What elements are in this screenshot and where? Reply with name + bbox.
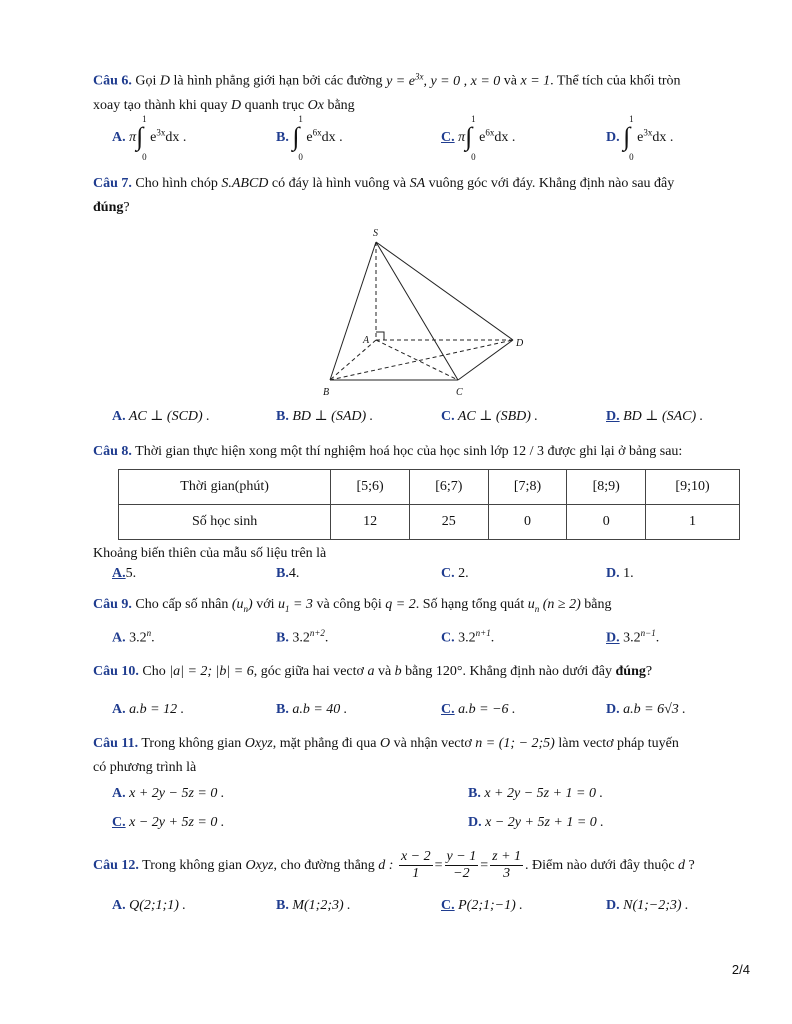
q6-option-d[interactable]: D. ∫ 1 0 $e^{3x}dx$ . (606, 114, 674, 162)
q8-label: Câu 8. (93, 444, 132, 459)
vertex-s: S (373, 228, 378, 239)
q11-text: Trong không gian Oxyz, mặt phẳng đi qua O và nhận vectơ n = (1; − 2;5) làm vectơ pháp tuyến (141, 736, 679, 751)
q8-text: Thời gian thực hiện xong một thí nghiệm hoá học của học sinh lớp 12 / 3 được ghi lại ở bảng sau: (135, 444, 683, 459)
q7-option-c[interactable]: C. AC ⊥ (SBD) . (441, 409, 538, 424)
table-cell: [5;6) (331, 470, 410, 505)
question-12 (93, 848, 753, 884)
vertex-d: D (516, 338, 524, 349)
vertex-b: B (323, 387, 330, 398)
q9-option-b[interactable]: B. $3.2^{n+2}$. (276, 628, 329, 646)
q9-label: Câu 9. (93, 597, 132, 612)
q6-option-c[interactable]: C. π ∫ 1 0 $e^{6x}dx$ . (441, 114, 516, 162)
page-number: 2/4 (731, 962, 750, 977)
q7-label: Câu 7. (93, 176, 132, 191)
q12-text: Trong không gian Oxyz, cho đường thẳng d : $\frac{x - 2}{1}$ = $\frac{y - 1}{-2}$ = $\frac{z + 1}{3}$ . Điểm nào dưới đây thuộc d ? (142, 849, 695, 882)
table-header-cell: Thời gian(phút) (119, 470, 331, 505)
table-row (119, 505, 740, 540)
fraction-z: $\frac{z + 1}{3}$ (492, 849, 522, 882)
q6-option-a[interactable]: A. π ∫ 1 0 $e^{3x}dx$ . (112, 114, 187, 162)
table-cell: [9;10) (646, 470, 740, 505)
q10-option-a[interactable]: A. a.b = 12 . (112, 702, 185, 717)
q7-text: Cho hình chóp S.ABCD có đáy là hình vuông và SA vuông góc với đáy. Khẳng định nào sau đây (135, 176, 675, 191)
table-cell: [7;8) (488, 470, 567, 505)
q12-option-a[interactable]: A. Q(2;1;1) . (112, 898, 186, 913)
q11-option-d[interactable]: D. x − 2y + 5z + 1 = 0 . (468, 815, 604, 830)
question-8 (93, 440, 753, 464)
q8-table (118, 469, 740, 540)
q6-option-b[interactable]: B. ∫ 1 0 $e^{6x}dx$ . (276, 114, 343, 162)
integral-icon: ∫ 1 0 (623, 114, 634, 162)
q12-option-c[interactable]: C. P(2;1;−1) . (441, 898, 523, 913)
q11-option-c[interactable]: C. x − 2y + 5z = 0 . (112, 815, 225, 830)
q12-option-b[interactable]: B. M(1;2;3) . (276, 898, 351, 913)
q11-option-a[interactable]: A. x + 2y − 5z = 0 . (112, 786, 225, 801)
q7-option-b[interactable]: B. BD ⊥ (SAD) . (276, 409, 374, 424)
table-header-cell: Số học sinh (119, 505, 331, 540)
edge-sc (376, 242, 458, 380)
table-cell: 0 (488, 505, 567, 540)
question-11 (93, 732, 753, 780)
q10-text: Cho |a| = 2; |b| = 6, góc giữa hai vectơ a và b bằng 120°. Khẳng định nào dưới đây đúng? (142, 664, 653, 679)
q8-after-text: Khoảng biến thiên của mẫu số liệu trên là (93, 546, 327, 561)
edge-sb (330, 242, 376, 380)
q8-option-a[interactable]: A.5. (112, 566, 137, 581)
q7-bold: đúng (93, 200, 124, 215)
question-6 (93, 64, 753, 118)
table-cell: [6;7) (409, 470, 488, 505)
q12-option-d[interactable]: D. N(1;−2;3) . (606, 898, 689, 913)
q9-text: Cho cấp số nhân $(u_n)$ với $u_1 = 3$ và công bội q = 2. Số hạng tổng quát $u_n$ (n ≥ 2) bằng (135, 597, 612, 614)
q7-option-d[interactable]: D. BD ⊥ (SAC) . (606, 409, 704, 424)
pyramid-figure (315, 225, 535, 400)
table-cell: 1 (646, 505, 740, 540)
table-cell: 12 (331, 505, 410, 540)
vertex-a: A (363, 335, 370, 346)
q8-option-d[interactable]: D. 1. (606, 566, 634, 581)
integral-icon: ∫ 1 0 (292, 114, 303, 162)
q6-label: Câu 6. (93, 73, 132, 89)
table-cell: [8;9) (567, 470, 646, 505)
q11-option-b[interactable]: B. x + 2y − 5z + 1 = 0 . (468, 786, 604, 801)
fraction-y: $\frac{y - 1}{-2}$ (446, 849, 477, 882)
edge-cd (458, 340, 513, 380)
q9-option-a[interactable]: A. 3.2$^n$. (112, 628, 155, 646)
q7-option-a[interactable]: A. AC ⊥ (SCD) . (112, 409, 210, 424)
vertex-c: C (456, 387, 463, 398)
q8-option-b[interactable]: B.4. (276, 566, 300, 581)
fraction-x: $\frac{x - 2}{1}$ (400, 849, 431, 882)
edge-sd (376, 242, 513, 340)
q6-text: Gọi D là hình phẳng giới hạn bởi các đường $y = e^{3x}$, y = 0 , x = 0 và x = 1. Thể tích của khối tròn (135, 71, 681, 89)
q12-label: Câu 12. (93, 858, 139, 873)
integral-icon: ∫ 1 0 (136, 114, 147, 162)
right-angle-mark (376, 332, 384, 340)
q11-text-line2: có phương trình là (93, 760, 197, 775)
q10-option-d[interactable]: D. a.b = 6√3 . (606, 702, 686, 717)
q9-option-c[interactable]: C. $3.2^{n+1}$. (441, 628, 495, 646)
question-7: Câu 7. Cho hình chóp S.ABCD có đáy là hình vuông và SA vuông góc với đáy. Khẳng định nào sau đây đúng? (93, 176, 675, 215)
q10-option-b[interactable]: B. a.b = 40 . (276, 702, 348, 717)
q10-label: Câu 10. (93, 664, 139, 679)
q8-option-c[interactable]: C. 2. (441, 566, 469, 581)
integral-icon: ∫ 1 0 (465, 114, 476, 162)
table-cell: 25 (409, 505, 488, 540)
q11-label: Câu 11. (93, 736, 139, 751)
q6-text-line2: xoay tạo thành khi quay D quanh trục Ox bằng (93, 97, 355, 113)
table-row (119, 470, 740, 505)
q9-option-d[interactable]: D. $3.2^{n-1}$. (606, 628, 660, 646)
question-10 (93, 660, 753, 684)
q10-option-c[interactable]: C. a.b = −6 . (441, 702, 516, 717)
question-9 (93, 593, 753, 621)
table-cell: 0 (567, 505, 646, 540)
